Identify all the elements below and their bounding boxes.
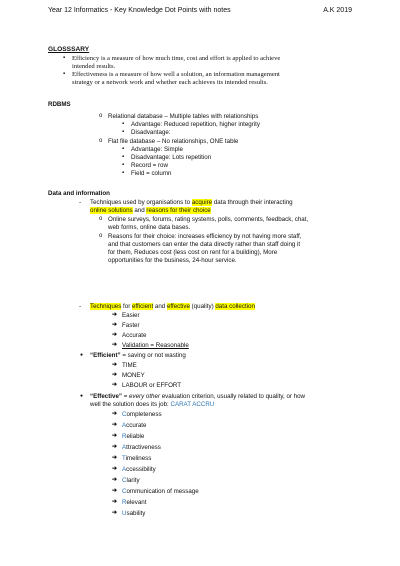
glossary-item-effectiveness: ▪ Effectiveness is a measure of how well a solution, an information management	[72, 71, 280, 79]
criterion-communication: ➔ Communication of message	[122, 488, 199, 496]
criterion-accurate: ➔ Accurate	[122, 422, 146, 430]
page-header	[48, 7, 352, 14]
data-info-methods-cont: web forms, online data bases.	[108, 224, 191, 231]
rdbms-flat-advantage: ▪ Advantage: Simple	[131, 146, 183, 154]
glossary-item-effectiveness-cont: strategy or a network work and whether each achieves its intended results.	[72, 79, 268, 86]
criterion-attractiveness: ➔ Attractiveness	[122, 444, 161, 452]
data-info-techniques-line2: online solutions and reasons for their choice	[90, 207, 211, 214]
rdbms-relational-advantage: ▪ Advantage: Reduced repetition, higher integrity	[131, 121, 260, 129]
criterion-reliable: ➔ Reliable	[122, 433, 144, 441]
efficient-money: ➔ MONEY	[122, 372, 145, 380]
criterion-clarity: ➔ Clarity	[122, 477, 140, 485]
data-info-reasons-cont2: for them, Reduces cost (less cost on rent for a building), More	[108, 249, 278, 256]
rdbms-field: ▪ Field = column	[131, 170, 171, 178]
collection-accurate: ➔ Accurate	[122, 332, 146, 340]
effective-definition: ● “Effective” = every other evaluation criterion, usually related to quality, or how	[90, 393, 305, 401]
criterion-completeness: ➔ Completeness	[122, 411, 162, 419]
rdbms-relational: o Relational database – Multiple tables with relationships	[108, 113, 258, 121]
efficient-definition: ● “Efficient” = saving or not wasting	[90, 352, 186, 360]
rdbms-flat-disadvantage: ▪ Disadvantage: Lots repetition	[131, 154, 211, 162]
data-info-reasons: o Reasons for their choice: increases efficiency by not having more staff,	[108, 233, 301, 241]
rdbms-flat-file: o Flat file database – No relationships, ONE table	[108, 138, 238, 146]
glossary-heading: GLOSSSARY	[48, 46, 90, 53]
data-info-reasons-cont3: opportunities for the business, 24-hour service.	[108, 257, 237, 264]
data-info-techniques-line1: - Techniques used by organisations to acquire data through their interacting	[90, 199, 293, 207]
efficient-labour: ➔ LABOUR or EFFORT	[122, 382, 181, 390]
glossary-item-efficiency-cont: intended results.	[72, 63, 116, 70]
header-title: Year 12 Informatics - Key Knowledge Dot Points with notes	[48, 7, 231, 14]
data-collection-techniques: - Techniques for efficient and effective (quality) data collection	[90, 303, 255, 311]
criterion-timeliness: ➔ Timeliness	[122, 455, 151, 463]
glossary-item-efficiency: ▪ Efficiency is a measure of how much time, cost and effort is applied to achieve	[72, 55, 280, 63]
carat-acronym: CARAT ACCRU	[170, 401, 215, 408]
rdbms-record: ▪ Record = row	[131, 162, 168, 170]
criterion-usability: ➔ Usability	[122, 510, 145, 518]
collection-faster: ➔ Faster	[122, 322, 140, 330]
efficient-time: ➔ TIME	[122, 362, 137, 370]
data-info-methods: o Online surveys, forums, rating systems, polls, comments, feedback, chat,	[108, 216, 308, 224]
rdbms-relational-disadvantage: ▪ Disadvantage:	[131, 129, 171, 137]
criterion-accessibility: ➔ Accessibility	[122, 466, 156, 474]
collection-validation: ➔ Validation = Reasonable	[122, 342, 189, 350]
collection-easier: ➔ Easier	[122, 312, 140, 320]
data-info-heading: Data and information	[48, 190, 110, 197]
data-info-reasons-cont1: and that customers can enter the data directly rather than staff doing it	[108, 241, 301, 248]
effective-definition-cont: well the solution does its job: CARAT ACCRU	[90, 401, 215, 408]
rdbms-heading: RDBMS	[48, 101, 71, 108]
header-author: A.K 2019	[323, 7, 352, 14]
criterion-relevant: ➔ Relevant	[122, 499, 146, 507]
